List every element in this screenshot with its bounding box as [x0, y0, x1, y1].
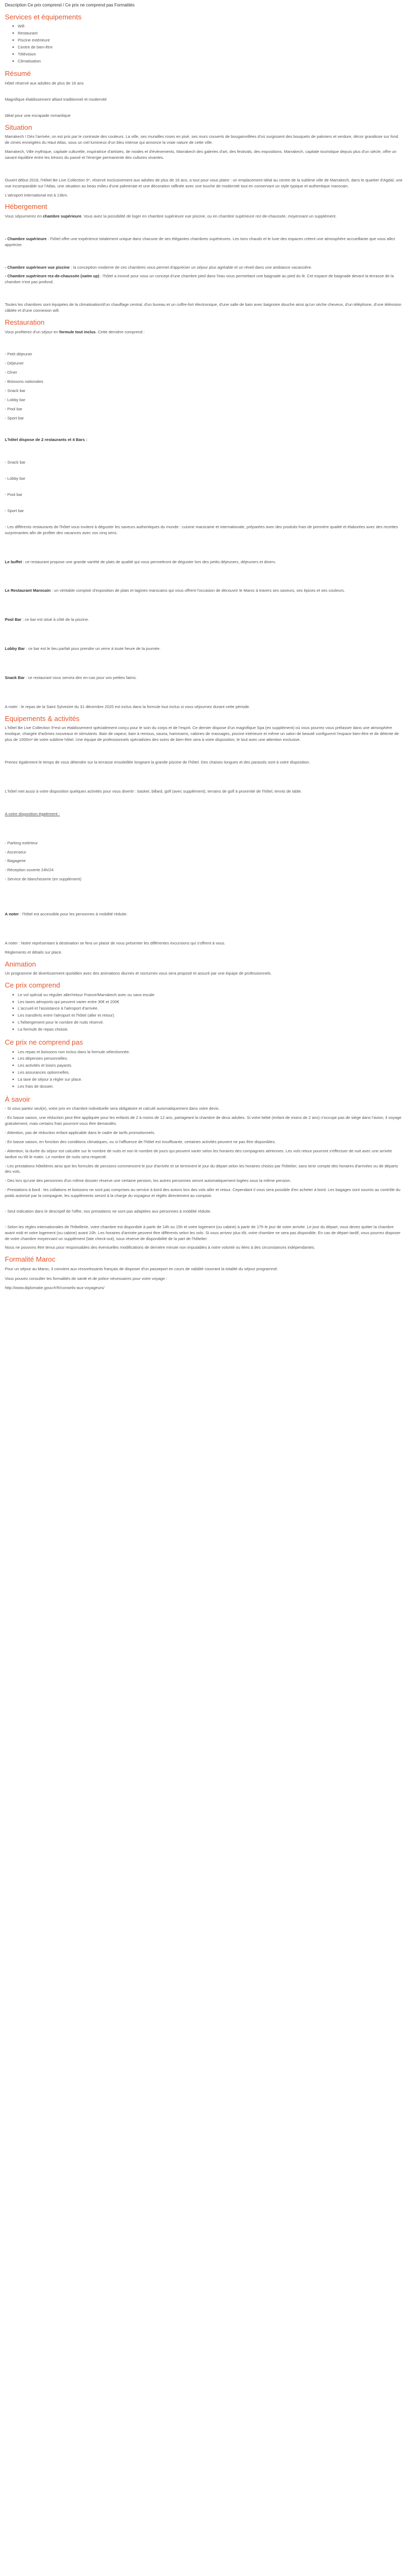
service-item: Climatisation	[12, 59, 403, 65]
marocain-text: Le Restaurant Marocain : un véritable comptoir d'exposition de plats et tagines marocains qui vous offrent l'occasion de découvrir le Maroc à travers ses saveurs, ses épices et ses couleurs.	[5, 588, 345, 593]
pool-bar-text: Pool Bar : ce bar est situé à côté de la piscine.	[5, 617, 89, 622]
list-item: Le vol spécial ou régulier aller/retour France/Marrakech avec ou sans escale	[12, 992, 403, 998]
formalites-text: Vous pouvez consulter les formalités de santé et de police nécessaires pour votre voyage :	[5, 1276, 167, 1281]
venues-title: L'hôtel dispose de 2 restaurants et 4 Bars :	[5, 437, 88, 443]
list-item: L'accueil et l'assistance à l'aéroport d'arrivée.	[12, 1006, 403, 1012]
formula-item: - Pool bar	[5, 406, 23, 411]
hebergement-vue-piscine: - Chambre supérieure vue piscine : la conception moderne de ces chambres vous permet d'apprécier un séjour plus agréable et un réveil dans une ambiance vacancière.	[5, 264, 312, 270]
formula-item: - Déjeuner	[5, 361, 24, 366]
resume-text: Idéal pour une escapade romantique	[5, 113, 71, 118]
formula-item: - Petit déjeuner	[5, 352, 32, 357]
service-item: Piscine extérieure	[12, 38, 403, 44]
list-item: Les taxes aéroports qui peuvent varier entre 30€ et 200€	[12, 999, 403, 1005]
formula-list	[5, 352, 403, 421]
venue-item: - Pool bar	[5, 492, 23, 498]
restauration-title: Restauration	[5, 318, 45, 326]
list-item: Les transferts entre l'aéroport et l'hôtel (aller et retour).	[12, 1013, 403, 1019]
a-savoir-item: - Attention, la durée du séjour est calculée sur le nombre de nuits et non le nombre de jours qui peuvent varier selon les horaires des compagnies aériennes. Les vols retour pourront s'effectuer de nuit avec une arrivée tardive ou tôt le matin. Le nombre de nuits sera respecté.	[5, 1148, 392, 1159]
formula-item: - Dîner	[5, 370, 17, 375]
lobby-bar-text: Lobby Bar : ce bar est le lieu parfait pour prendre un verre à toute heure de la journée.	[5, 646, 161, 652]
list-item: L'hébergement pour le nombre de nuits réservé.	[12, 1020, 403, 1026]
excursions-note: A noter : Notre représentant à destination se fera un plaisir de vous présenter les différentes excursions qui s'offrent à vous.	[5, 940, 226, 946]
venue-item: - Sport bar	[5, 508, 24, 513]
hebergement-intro: Vous séjournerez en chambre supérieure. Vous avez la possibilité de loger en chambre supérieure vue piscine, ou en chambre supérieure rez-de-chaussée, moyennant un supplément.	[5, 213, 337, 219]
also-list	[5, 841, 403, 883]
snack-bar-text: Snack Bar : ce restaurant vous servira des en-cas pour vos petites faims.	[5, 675, 137, 681]
a-savoir-item: - En basse saison, en fonction des conditions climatiques, ou si l'affluence de l'hôtel est insuffisante, certaines activités peuvent ne pas être disponibles.	[5, 1139, 276, 1144]
list-item: Les assurances optionnelles.	[12, 1070, 403, 1076]
situation-text: Marrakech, Ville mythique, capitale culturelle, inspiratrice d'artistes, de modes et d'évènements, Marrakech des galeries d'art, des festivals, des expositions. Marrakech, capitale touristique depuis plus d'un siècle, offre un savant équilibre entre les trésors du passé et l'énergie permanente des cultures vivantes.	[5, 149, 397, 160]
also-item: - Parking extérieur	[5, 840, 38, 845]
breadcrumb: Description Ce prix comprend / Ce prix ne comprend pas Formalités	[5, 3, 135, 8]
list-item: La formule de repas choisie.	[12, 1027, 403, 1033]
also-title: A votre disposition également :	[5, 811, 60, 816]
equipements-spa: L'hôtel Be Live Collection 5*est un établissement spécialement conçu pour le soin du corps et de l'esprit. Ce dernier dispose d'un magnifique Spa (en supplément) où vous pourrez vous prélasser dans une atmosphère exotique, chargée d'arômes nouveaux et stimulants. Bain de vapeur, bain à remous, sauna, hammams, cabines de massages, piscine intérieure et même un salon de beauté configurent l'espace bien-être et de détente de plus de 1000m² de votre sublime hôtel. Une équipe de professionnels spécialistes des soins de bien-être sera à votre disposition, le tout avec une attention exclusive.	[5, 725, 399, 743]
formula-item: - Snack bar	[5, 388, 26, 393]
a-savoir-item: - Des lors qu'une des personnes d'un même dossier réserve une certaine pension, les autres personnes seront automatiquement logées sous la même pension.	[5, 1178, 291, 1184]
formalites-link[interactable]: http://www.diplomatie.gouv.fr/fr/conseils-aux-voyageurs/	[5, 1285, 104, 1290]
a-savoir-title: À savoir	[5, 1095, 30, 1103]
list-item: Les repas et boissons non inclus dans la formule sélectionnée.	[12, 1049, 403, 1055]
venue-item: - Snack bar	[5, 460, 26, 465]
service-item: Restaurant	[12, 31, 403, 37]
service-item: Wifi	[12, 24, 403, 30]
also-item: - Ascenseur	[5, 849, 26, 855]
a-savoir-item: - Selon les règles internationales de l'hôtellerie, votre chambre est disponible à partir de 14h ou 15h et votre logement (ou cabine) à partir de 17h le jour de votre arrivée. Le jour du départ, vous devez quitter la chambre avant midi et votre logement (ou cabine) avant 10h. Les horaires d'arrivée peuvent être différents selon les vols. Si vous arrivez plus tôt, votre chambre ne sera pas disponible. En cas de départ tardif, vous pourrez disposer de votre chambre moyennant un supplément (late check-out), sous réserve de disponibilité de la part de l'hôtelier.	[5, 1224, 401, 1241]
situation-text: Marrakech ! Dès l'arrivée, on est pris par le contraste des couleurs. La ville, ses murailles roses en pisé, ses murs couverts de bougainvillées d'où surgissent des bouquets de palmiers et verdure, décor grandiose sur fond de cimes enneigées du Haut Atlas, sous un ciel lumineux d'un bleu intense qui annonce la vraie nature de cette ville.	[5, 134, 398, 145]
services-title: Services et équipements	[5, 12, 82, 21]
list-item: Les dépenses personnelles.	[12, 1056, 403, 1062]
a-savoir-item: - En basse saison, une réduction peut être appliquée pour les enfants de 2 à moins de 12 ans, partageant la chambre de deux adultes. Si votre bébé (enfant de moins de 2 ans) n'occupe pas de siège dans l'avion, il voyage gratuitement, mais certains frais pourront vous être demandés.	[5, 1115, 402, 1126]
formula-item: - Boissons nationales	[5, 379, 44, 384]
situation-title: Situation	[5, 123, 32, 131]
accessibility-note: A noter : l'hôtel est accessible pour les personnes à mobilité réduite.	[5, 912, 128, 917]
situation-text: Ouvert début 2018, l'Hôtel Be Live Collection 5*, réservé exclusivement aux adultes de plus de 16 ans, a tout pour vous plaire : un emplacement idéal au centre de la sublime ville de Marrakech, dans le quartier d'Agdal, une vue incomparable sur l'Atlas, une situation au beau milieu d'une palmeraie et une décoration raffinée avec une touche de modernité tout en conservant un style typique et authentique marocain.	[5, 177, 403, 188]
services-list	[5, 24, 403, 64]
resume-text: Magnifique établissement alliant traditionnel et modernité	[5, 96, 107, 102]
equipements-title: Equipements & activités	[5, 714, 80, 723]
buffet-text: Le buffet : ce restaurant propose une grande variété de plats de qualité qui vous permettront de déguster lors des petits déjeuners, déjeuners et diners.	[5, 559, 277, 564]
a-savoir-item: Nous ne pouvons être tenus pour responsables des éventuelles modifications de dernière minute non imputables à notre volonté ou liées à des circonstances indépendantes.	[5, 1245, 315, 1250]
a-savoir-item: - Les prestations hôtelières ainsi que les formules de pensions commencent le jour d'arrivée et se terminent le jour du départ selon les horaires choisis par l'hôtelier, sans tenir compte des horaires d'arrivées ou de départs des vols.	[5, 1163, 398, 1174]
a-savoir-list	[5, 1106, 403, 1251]
restaurants-text: - Les différents restaurants de l'hôtel vous invitent à déguster les saveurs authentiques du monde : cuisine marocaine et internationale, préparées avec des produits frais de première qualité et élaborées avec des recettes surprenantes afin de profiter des vacances avec vos cinq sens.	[5, 524, 398, 535]
list-item: Les activités et loisirs payants.	[12, 1063, 403, 1069]
hebergement-superieure: - Chambre supérieure : l'hôtel offre une expérience totalement unique dans chacune de ses élégantes chambres supérieures. Les tons chauds et le luxe des espaces créent une atmosphère accueillante que vous allez apprécier.	[5, 236, 396, 247]
formula-item: - Sport bar	[5, 415, 24, 421]
hebergement-equipements: Toutes les chambres sont équipées de la climatisation/d'un chauffage central, d'un bureau et un coffre-fort électronique, d'une salle de bain avec baignoire douche ainsi qu'un sèche cheveux, d'un téléphone, d'une télévision câblée et d'une connexion wifi.	[5, 302, 402, 313]
hebergement-swim-up: - Chambre supérieure rez-de-chaussée (swim up) : l'hôtel a innové pour vous un concept d'une chambre pied dans l'eau vous permettant une baignade au pied du lit. Cet espace de baignade devant la terrasse de la chambre n'est pas profond.	[5, 274, 394, 285]
restauration-intro: Vous profiterez d'un séjour en formule tout inclus. Cette dernière comprend :	[5, 329, 145, 334]
formalites-text: Pour un séjour au Maroc, il convient aux ressortissants français de disposer d'un passeport en cours de validité couvrant la totalité du séjour programmé.	[5, 1266, 278, 1271]
formalites-title: Formalité Maroc	[5, 1255, 55, 1264]
prix-comprend-list	[5, 992, 403, 1033]
list-item: La taxe de séjour à régler sur place.	[12, 1077, 403, 1083]
resume-text: Hôtel réservé aux adultes de plus de 16 ans	[5, 81, 84, 86]
formula-item: - Lobby bar	[5, 397, 25, 402]
also-item: - Réception ouverte 24h/24	[5, 867, 54, 873]
animation-title: Animation	[5, 960, 36, 968]
prix-comprend-title: Ce prix comprend	[5, 981, 60, 990]
service-item: Télévision	[12, 52, 403, 58]
hebergement-title: Hébergement	[5, 202, 47, 211]
excursions-note-details: Règlements et détails sur place.	[5, 949, 62, 955]
a-savoir-item: - Si vous partez seul(e), votre prix en chambre individuelle sera obligatoire et calculé automatiquement dans votre devis.	[5, 1106, 220, 1111]
list-item: Les frais de dossier.	[12, 1084, 403, 1090]
a-savoir-item: - Attention, pas de réduction enfant applicable dans le cadre de tarifs promotionnels.	[5, 1130, 156, 1136]
service-item: Centre de bien-être	[12, 45, 403, 51]
resume-title: Résumé	[5, 69, 31, 78]
also-item: - Service de blanchisserie (en supplément)	[5, 877, 82, 882]
prix-ne-comprend-list	[5, 1049, 403, 1090]
a-savoir-item: - Seul indication dans le descriptif de l'offre, nos prestations ne sont pas adaptées aux personnes à mobilité réduite.	[5, 1208, 212, 1214]
venue-item: - Lobby bar	[5, 476, 25, 481]
a-savoir-item: - Prestations à bord : les collations et boissons ne sont pas comprises au service à bord des avions lors des vols aller et retour. Cependant il vous sera possible d'en acheter à bord. Les bagages sont soumis au contrôle du poids autorisé par la compagnie, les suppléments seront à la charge du voyageur et réglés directement au comptoir.	[5, 1187, 400, 1199]
equipements-terrasse: Prenez également le temps de vous détendre sur la terrasse ensoleillée longeant la grande piscine de l'hôtel. Des chaises longues et des parasols sont à votre disposition.	[5, 760, 311, 765]
restauration-note: A noter : le repas de la Saint Sylvestre du 31 décembre 2025 est inclus dans la formule tout inclus si vous séjournez durant cette période.	[5, 704, 250, 709]
animation-text: Un programme de divertissement quotidien avec des animations diurnes et nocturnes vous sera proposé et assuré par une équipe de professionnels.	[5, 971, 272, 976]
equipements-activites: L'hôtel met aussi à votre disposition quelques activités pour vous divertir : basket, billard, golf (avec supplément), terrains de golf à proximité de l'hôtel, tennis de table.	[5, 788, 302, 794]
prix-ne-comprend-title: Ce prix ne comprend pas	[5, 1038, 83, 1046]
also-item: - Bagagerie	[5, 858, 26, 864]
situation-text: L'aéroport international est à 13km.	[5, 192, 68, 198]
